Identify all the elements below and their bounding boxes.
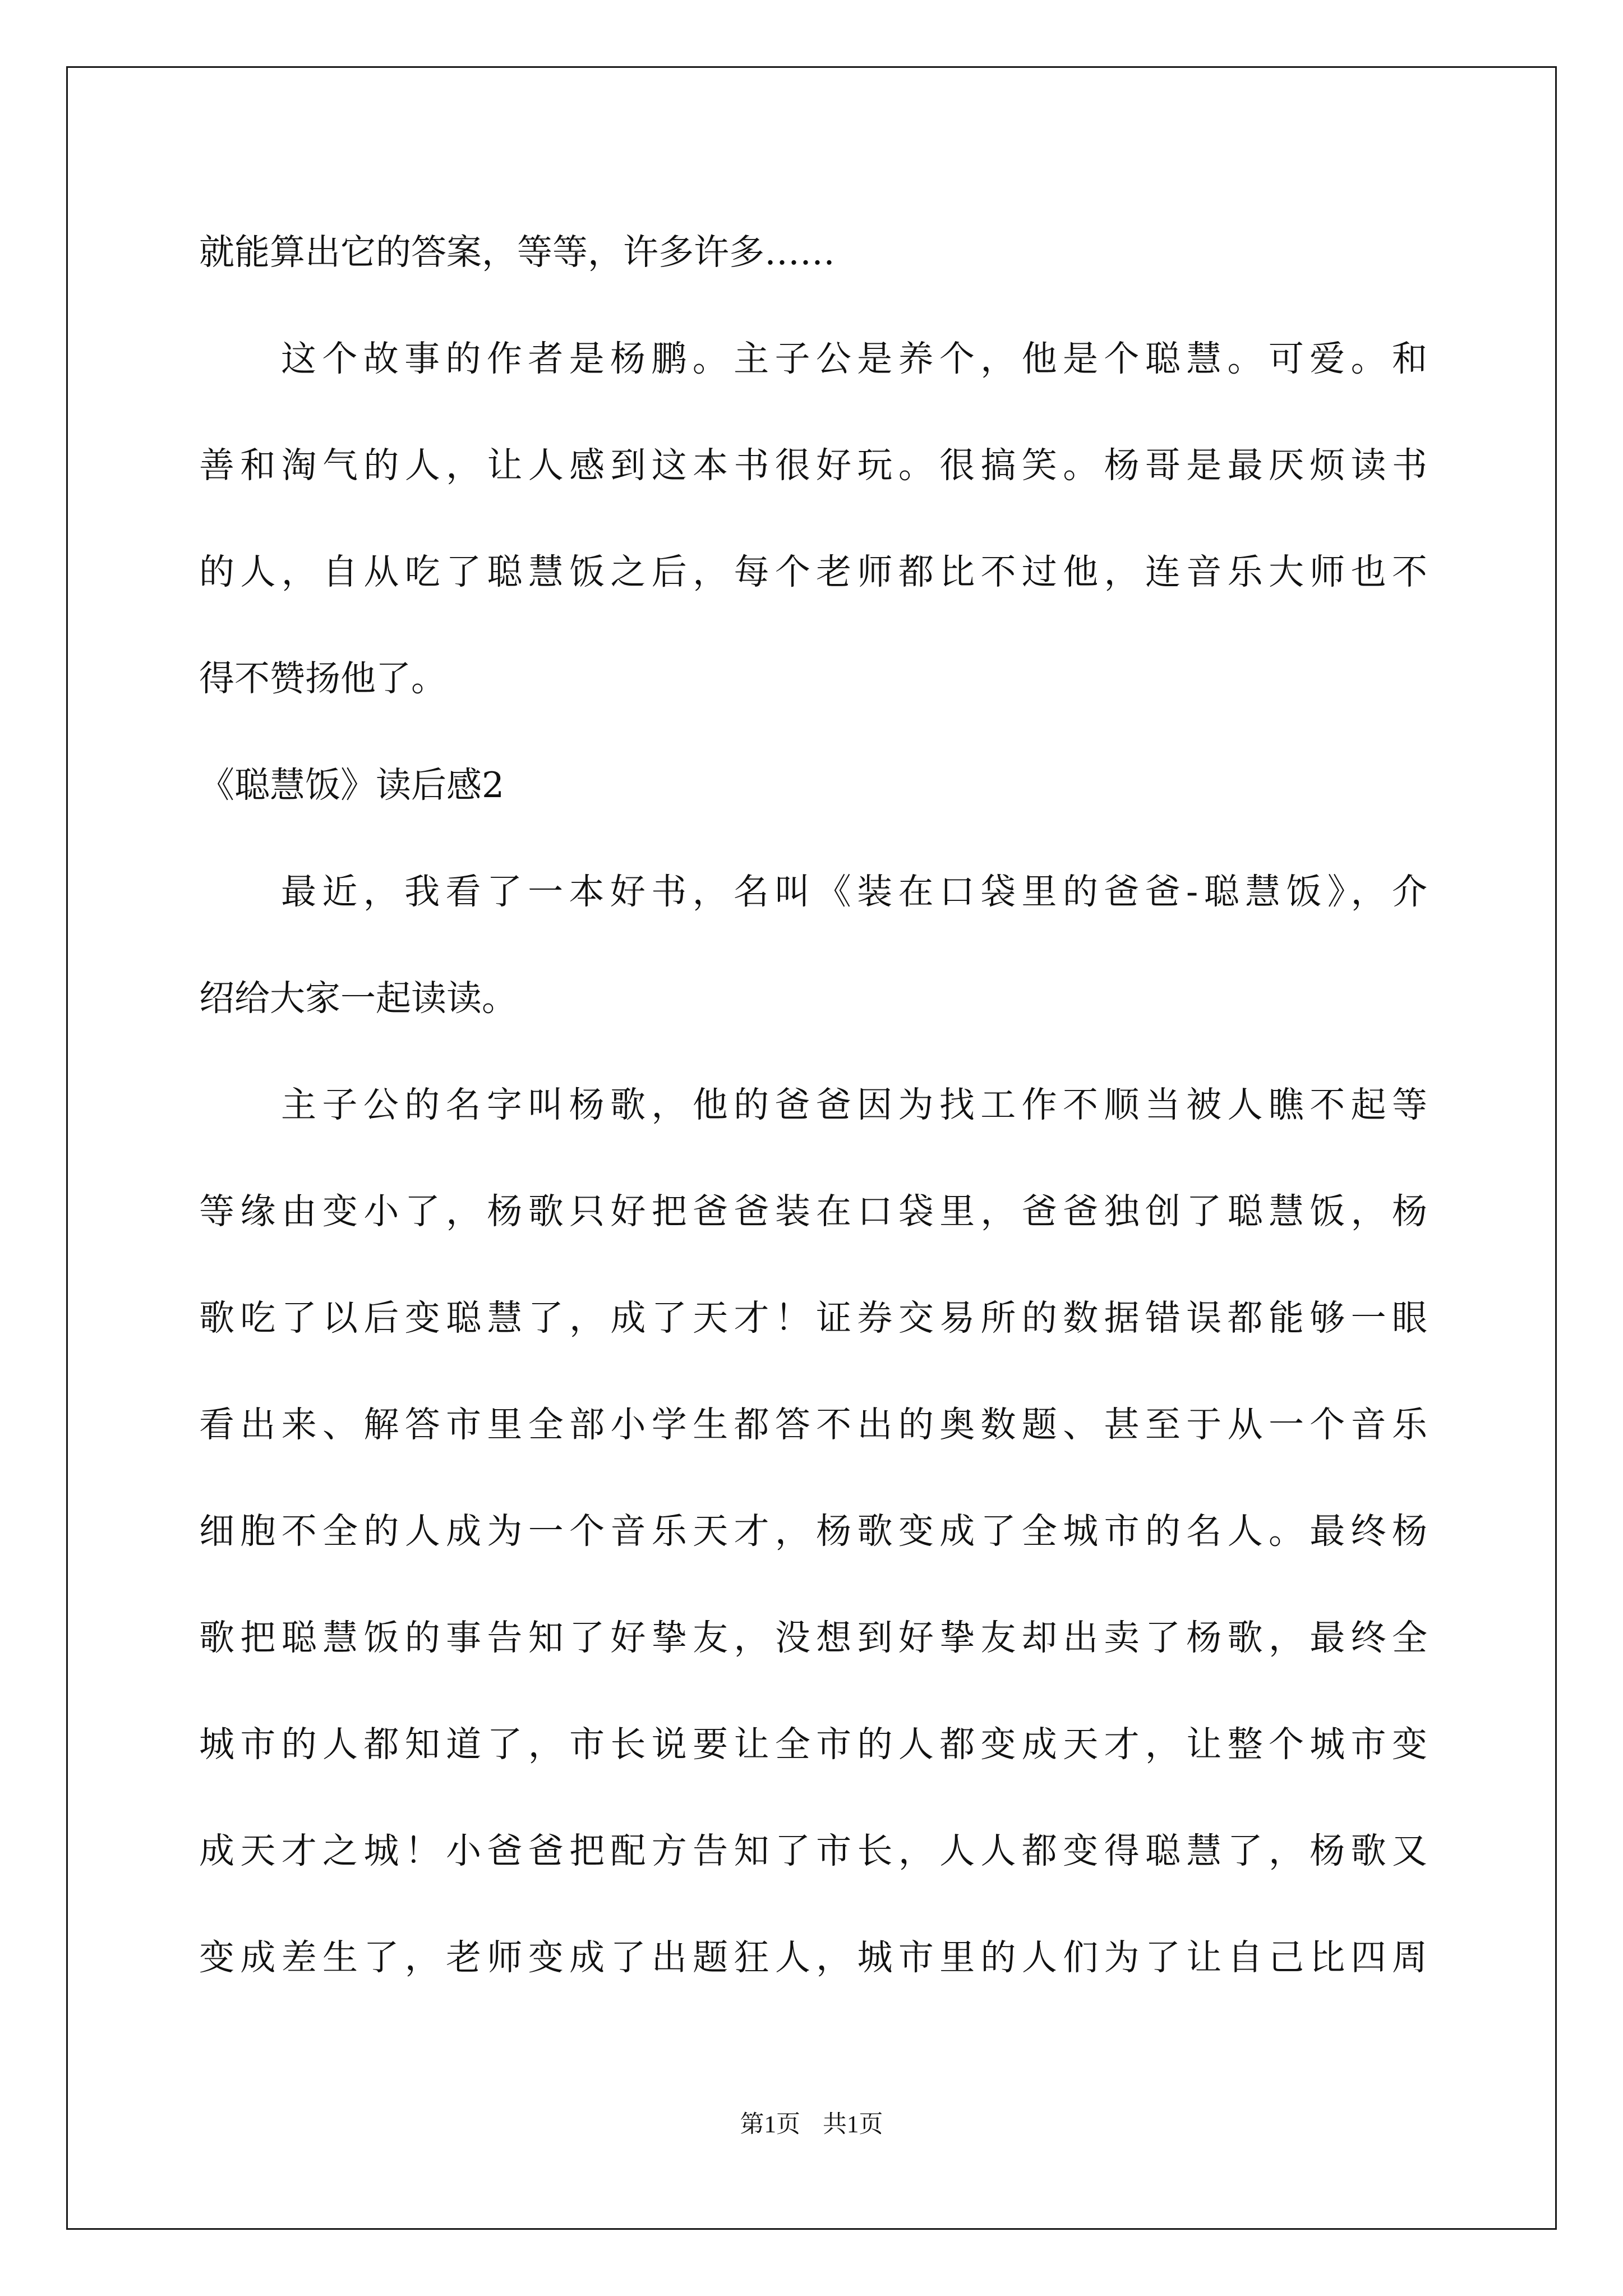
document-body <box>199 199 1427 2011</box>
text-line: 这个故事的作者是杨鹏。主子公是养个，他是个聪慧。可爱。和 <box>281 338 1427 379</box>
text-line: 城市的人都知道了，市长说要让全市的人都变成天才，让整个城市变 <box>199 1724 1427 1765</box>
page-total: 共1页 <box>823 2111 883 2138</box>
text-line: 绍给大家一起读读。 <box>199 978 517 1019</box>
page-footer <box>0 2108 1623 2142</box>
text-line: 的人，自从吃了聪慧饭之后，每个老师都比不过他，连音乐大师也不 <box>199 551 1427 592</box>
text-line: 善和淘气的人，让人感到这本书很好玩。很搞笑。杨哥是最厌烦读书 <box>199 445 1427 486</box>
text-line: 歌把聪慧饭的事告知了好挚友，没想到好挚友却出卖了杨歌，最终全 <box>199 1617 1427 1658</box>
text-line: 看出来、解答市里全部小学生都答不出的奥数题、甚至于从一个音乐 <box>199 1404 1427 1445</box>
text-line: 等缘由变小了，杨歌只好把爸爸装在口袋里，爸爸独创了聪慧饭，杨 <box>199 1191 1427 1232</box>
text-line: 成天才之城！小爸爸把配方告知了市长，人人都变得聪慧了，杨歌又 <box>199 1830 1427 1871</box>
text-line: 歌吃了以后变聪慧了，成了天才！证券交易所的数据错误都能够一眼 <box>199 1297 1427 1338</box>
page-number: 第1页 <box>740 2111 800 2138</box>
section-heading: 《聪慧饭》读后感2 <box>199 765 505 806</box>
text-line: 最近，我看了一本好书，名叫《装在口袋里的爸爸-聪慧饭》，介 <box>281 871 1427 912</box>
text-line: 变成差生了，老师变成了出题狂人，城市里的人们为了让自己比四周 <box>199 1937 1427 1978</box>
text-line: 得不赞扬他了。 <box>199 658 446 699</box>
text-line: 就能算出它的答案，等等，许多许多…… <box>199 232 835 273</box>
text-line: 细胞不全的人成为一个音乐天才，杨歌变成了全城市的名人。最终杨 <box>199 1511 1427 1552</box>
text-line: 主子公的名字叫杨歌，他的爸爸因为找工作不顺当被人瞧不起等 <box>281 1084 1427 1125</box>
